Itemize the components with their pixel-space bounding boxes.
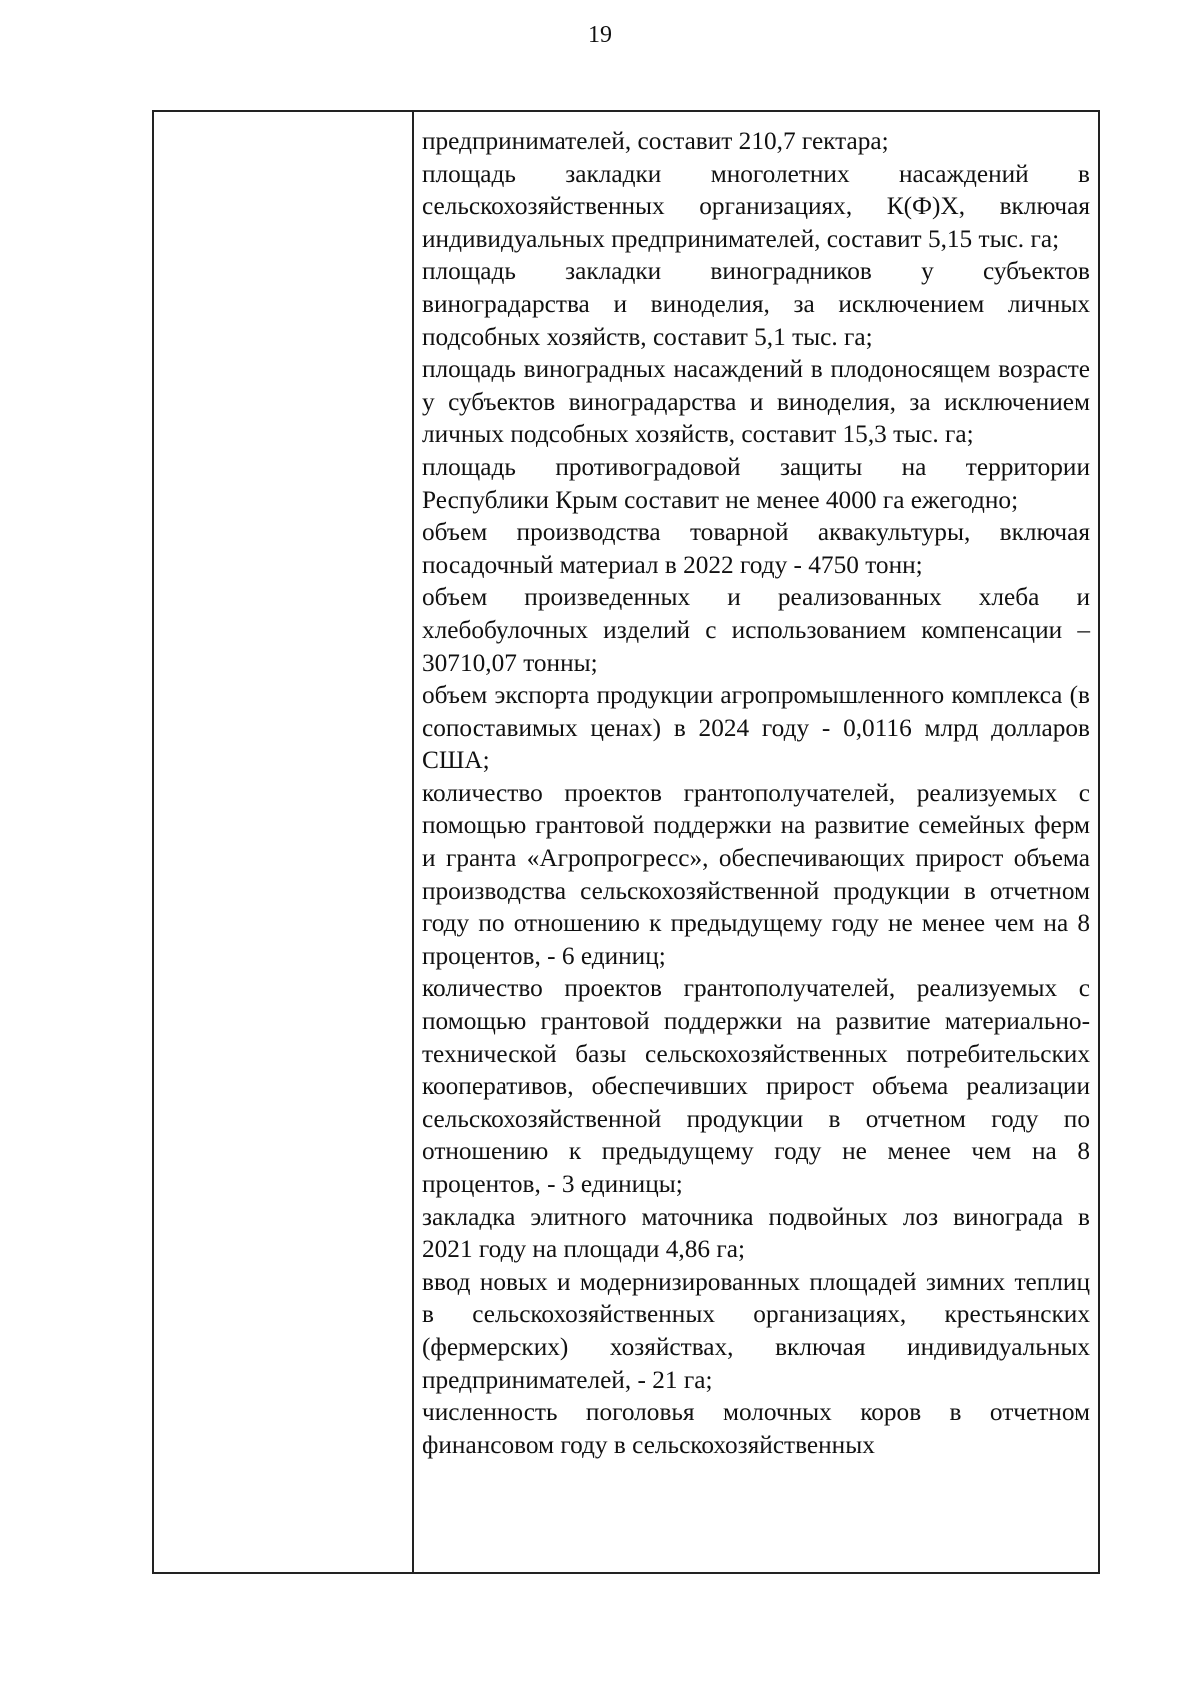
page-number: 19 bbox=[588, 22, 612, 48]
paragraph: объем экспорта продукции агропромышленного комплекса (в сопоставимых ценах) в 2024 году - 0,0116 млрд долларов США; bbox=[422, 681, 1090, 775]
paragraph: объем производства товарной аквакультуры, включая посадочный материал в 2022 году - 4750 тонн; bbox=[422, 518, 1090, 579]
table-right-cell bbox=[414, 112, 1098, 1572]
paragraph: предпринимателей, составит 210,7 гектара; bbox=[422, 127, 889, 155]
paragraph: объем произведенных и реализованных хлеба и хлебобулочных изделий с использованием компенсации – 30710,07 тонны; bbox=[422, 583, 1090, 677]
paragraph: закладка элитного маточника подвойных лоз винограда в 2021 году на площади 4,86 га; bbox=[422, 1202, 1090, 1264]
paragraph: площадь закладки многолетних насаждений в сельскохозяйственных организациях, К(Ф)Х, включая индивидуальных предпринимателей, составит 5,15 тыс. га; bbox=[422, 159, 1090, 253]
paragraph: ввод новых и модернизированных площадей зимних теплиц в сельскохозяйственных организациях, крестьянских (фермерских) хозяйствах, включая индивидуальных предпринимателей, - 21 га; bbox=[422, 1267, 1090, 1394]
paragraph: площадь закладки виноградников у субъектов виноградарства и виноделия, за исключением личных подсобных хозяйств, составит 5,1 тыс. га; bbox=[422, 257, 1090, 351]
paragraph: численность поголовья молочных коров в отчетном финансовом году в сельскохозяйственных bbox=[422, 1398, 1090, 1459]
paragraph: площадь виноградных насаждений в плодоносящем возрасте у субъектов виноградарства и виноделия, за исключением личных подсобных хозяйств, составит 15,3 тыс. га; bbox=[422, 355, 1090, 449]
paragraph: площадь противоградовой защиты на территории Республики Крым составит не менее 4000 га ежегодно; bbox=[422, 452, 1090, 514]
paragraph: количество проектов грантополучателей, реализуемых с помощью грантовой поддержки на развитие материально-технической базы сельскохозяйственных потребительских кооперативов, обеспечивших прирост объема реализации сельскохозяйственной продукции в отчетном году по отношению к предыдущему году не менее чем на 8 процентов, - 3 единицы; bbox=[422, 974, 1090, 1198]
paragraph: количество проектов грантополучателей, реализуемых с помощью грантовой поддержки на развитие семейных ферм и гранта «Агропрогресс», обеспечивающих прирост объема производства сельскохозяйственной продукции в отчетном году по отношению к предыдущему году не менее чем на 8 процентов, - 6 единиц; bbox=[422, 778, 1090, 970]
table-left-cell bbox=[154, 112, 414, 1572]
document-table bbox=[152, 110, 1100, 1574]
